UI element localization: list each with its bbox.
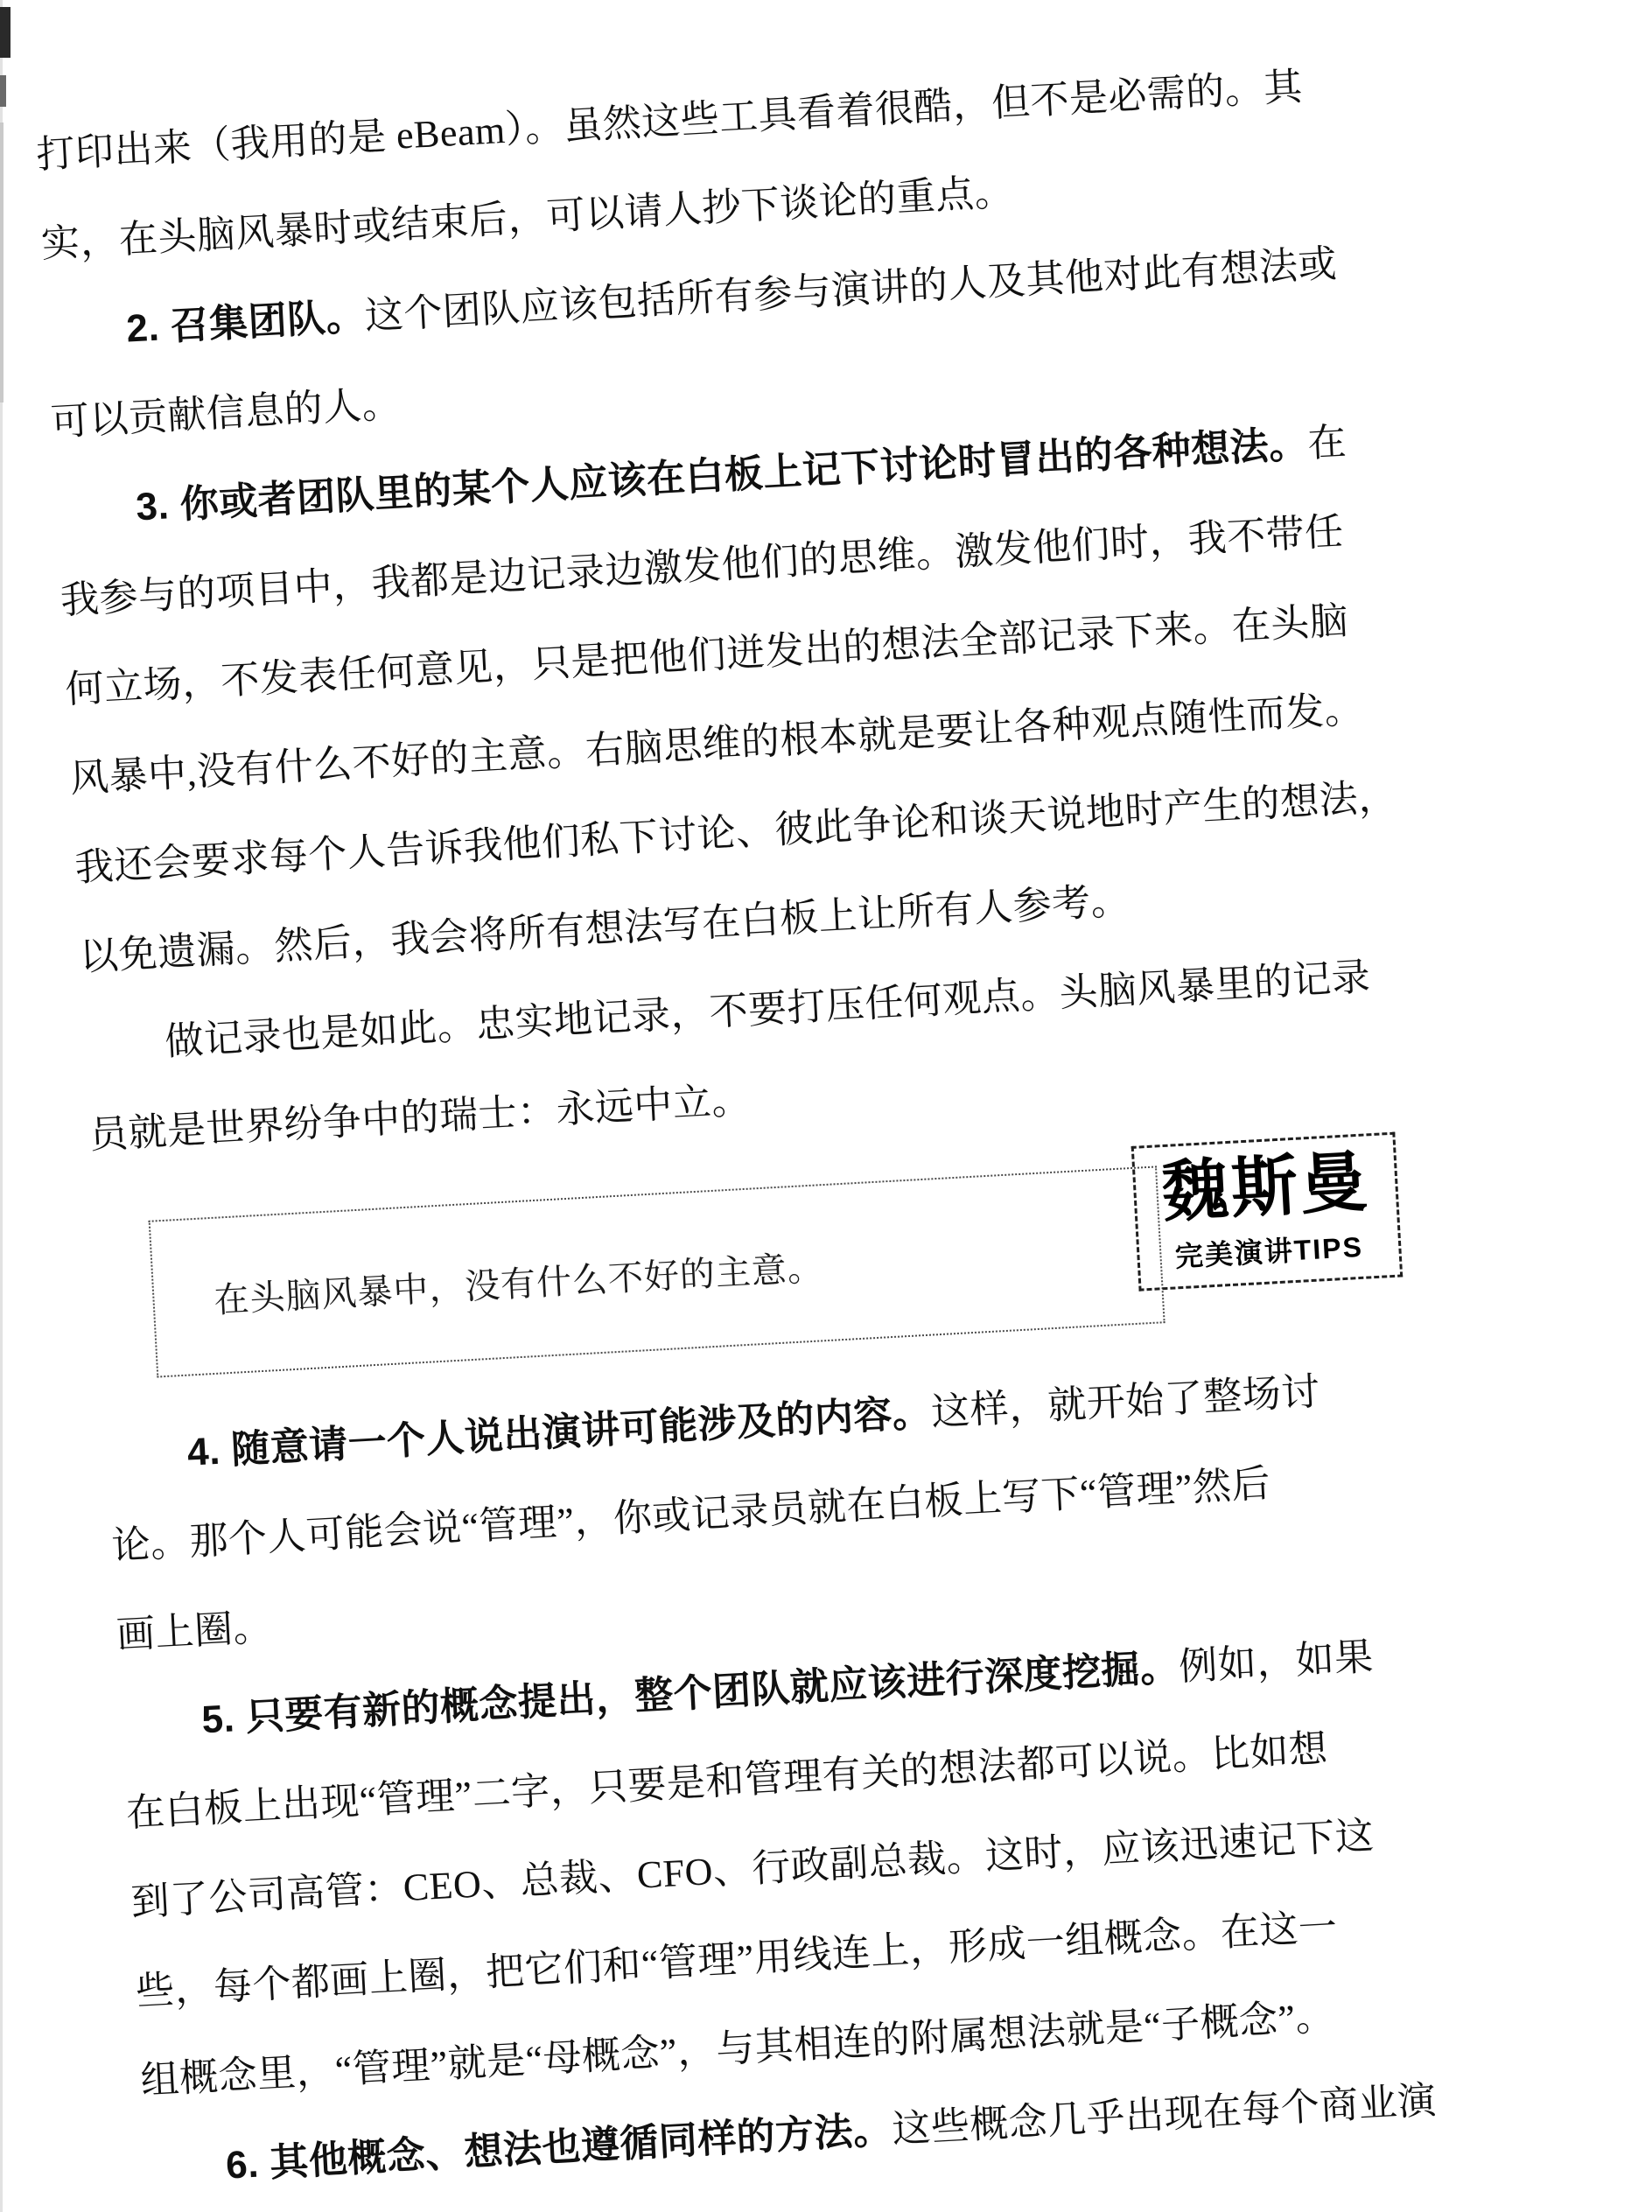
text-segment: 这个团队应该包括所有参与演讲的人及其他对此有想法或 bbox=[363, 242, 1339, 338]
bold-lead: 2. 召集团队。 bbox=[125, 294, 367, 351]
text-segment: 何立场，不发表任何意见，只是把他们迸发出的想法全部记录下来。在头脑 bbox=[64, 598, 1350, 712]
text-segment: 论。那个人可能会说“管理”，你或记录员就在白板上写下“管理”然后 bbox=[110, 1461, 1272, 1568]
text-segment: 这些概念几乎出现在每个商业演 bbox=[891, 2078, 1438, 2152]
brand-badge bbox=[1131, 1132, 1404, 1292]
bold-lead: 5. 只要有新的概念提出，整个团队就应该进行深度挖掘。 bbox=[200, 1645, 1180, 1742]
text-segment: 打印出来（我用的是 eBeam）。虽然这些工具看着很酷，但不是必需的。其 bbox=[35, 65, 1304, 177]
bold-lead: 6. 其他概念、想法也遵循同样的方法。 bbox=[224, 2108, 893, 2188]
bold-lead: 4. 随意请一个人说出演讲可能涉及的内容。 bbox=[186, 1390, 933, 1474]
scan-edge-artifact bbox=[0, 122, 4, 402]
text-segment: 在白板上出现“管理”二字，只要是和管理有关的想法都可以说。比如想 bbox=[124, 1726, 1329, 1836]
brand-title: 魏斯曼 bbox=[1159, 1144, 1372, 1231]
text-segment: 以免遗漏。然后，我会将所有想法写在白板上让所有人参考。 bbox=[78, 878, 1131, 979]
scan-edge-artifact bbox=[0, 7, 10, 58]
bold-lead: 3. 你或者团队里的某个人应该在白板上记下讨论时冒出的各种想法。 bbox=[135, 422, 1309, 529]
text-segment: 到了公司高管：CEO、总裁、CFO、行政副总裁。这时，应该迅速记下这 bbox=[130, 1814, 1376, 1924]
text-segment: 画上圈。 bbox=[115, 1605, 274, 1657]
text-segment: 我还会要求每个人告诉我他们私下讨论、彼此争论和谈天说地时产生的想法， bbox=[74, 774, 1398, 890]
text-segment: 组概念里，“管理”就是“母概念”，与其相连的附属想法就是“子概念”。 bbox=[139, 1994, 1336, 2103]
page-text-block bbox=[35, 52, 1582, 2212]
quote-text: 在头脑风暴中，没有什么不好的主意。 bbox=[213, 1249, 824, 1320]
text-segment: 可以贡献信息的人。 bbox=[49, 382, 402, 444]
text-segment: 例如，如果 bbox=[1178, 1634, 1375, 1689]
text-segment: 这样，就开始了整场讨 bbox=[929, 1369, 1321, 1434]
text-segment: 我参与的项目中，我都是边记录边激发他们的思维。激发他们时，我不带任 bbox=[59, 509, 1345, 623]
text-segment: 实，在头脑风暴时或结束后，可以请人抄下谈论的重点。 bbox=[39, 170, 1015, 266]
paragraphs-bottom bbox=[106, 1354, 1582, 2212]
text-segment: 在 bbox=[1306, 420, 1348, 466]
text-segment: 员就是世界纷争中的瑞士：永远中立。 bbox=[88, 1078, 752, 1158]
text-segment: 做记录也是如此。忠实地记录，不要打压任何观点。头脑风暴里的记录 bbox=[164, 955, 1372, 1064]
text-segment: 风暴中,没有什么不好的主意。右脑思维的根本就是要让各种观点随性而发。 bbox=[68, 687, 1365, 801]
quote-box bbox=[149, 1166, 1166, 1377]
paragraphs-top bbox=[35, 52, 1526, 1199]
text-segment: 些，每个都画上圈，把它们和“管理”用线连上，形成一组概念。在这一 bbox=[134, 1905, 1339, 2013]
scan-edge-artifact bbox=[0, 75, 6, 107]
brand-subtitle: 完美演讲TIPS bbox=[1174, 1230, 1364, 1273]
